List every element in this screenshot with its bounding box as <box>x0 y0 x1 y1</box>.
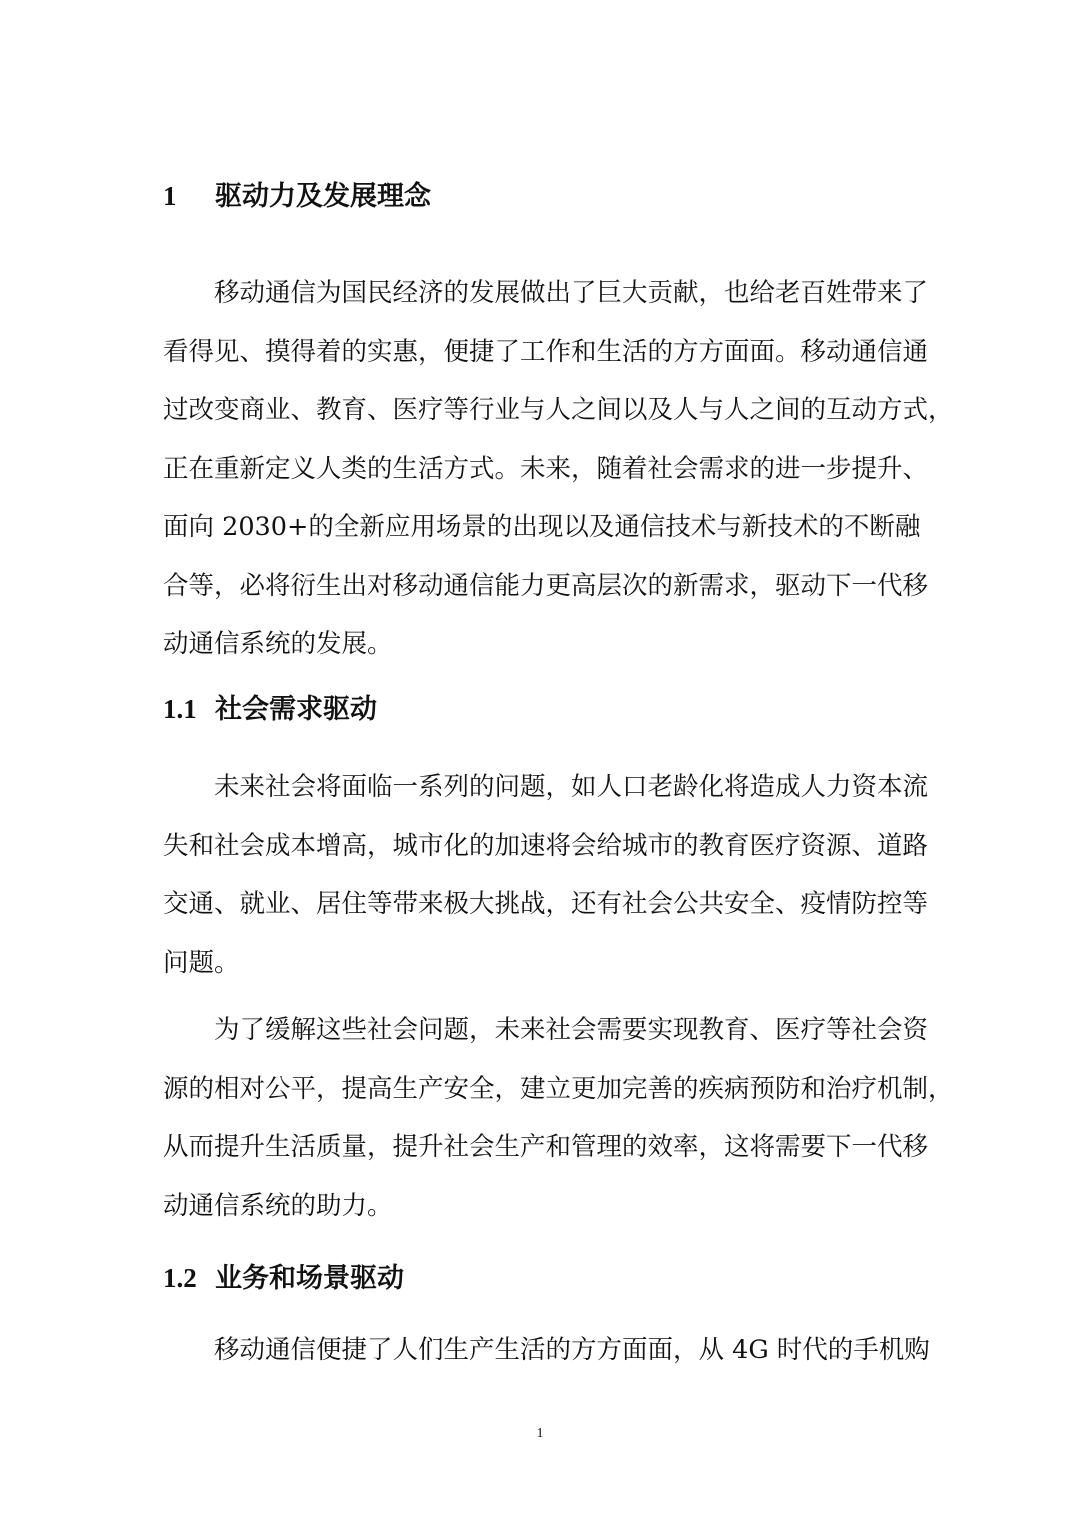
paragraph-line: 动通信系统的发展。 <box>163 629 393 659</box>
paragraph-line: 源的相对公平，提高生产安全，建立更加完善的疾病预防和治疗机制， <box>163 1073 954 1104</box>
section-title: 社会需求驱动 <box>215 694 377 725</box>
section-heading-1-1 <box>163 689 377 730</box>
section-title: 业务和场景驱动 <box>215 1263 404 1294</box>
paragraph-line: 过改变商业、教育、医疗等行业与人之间以及人与人之间的互动方式， <box>163 395 954 425</box>
section-heading-1-2 <box>163 1258 404 1299</box>
paragraph-line: 移动通信为国民经济的发展做出了巨大贡献，也给老百姓带来了 <box>214 278 929 308</box>
paragraph-line: 交通、就业、居住等带来极大挑战，还有社会公共安全、疫情防控等 <box>163 889 929 919</box>
section-title: 驱动力及发展理念 <box>215 181 431 212</box>
paragraph-line: 从而提升生活质量，提升社会生产和管理的效率，这将需要下一代移 <box>163 1132 929 1162</box>
section-number: 1.2 <box>163 1263 197 1293</box>
paragraph-line: 面向 2030+的全新应用场景的出现以及通信技术与新技术的不断融 <box>163 512 921 542</box>
page-number: 1 <box>536 1426 544 1441</box>
paragraph-line: 移动通信便捷了人们生产生活的方方面面，从 4G 时代的手机购 <box>214 1335 930 1365</box>
paragraph-3 <box>163 1001 954 1235</box>
paragraph-line: 看得见、摸得着的实惠，便捷了工作和生活的方方面面。移动通信通 <box>163 336 929 367</box>
paragraph-2 <box>163 758 929 992</box>
section-number: 1.1 <box>163 694 197 724</box>
paragraph-line: 未来社会将面临一系列的问题，如人口老龄化将造成人力资本流 <box>214 772 929 802</box>
paragraph-4 <box>163 1321 930 1380</box>
paragraph-line: 动通信系统的助力。 <box>163 1190 393 1221</box>
paragraph-line: 失和社会成本增高，城市化的加速将会给城市的教育医疗资源、道路 <box>163 830 929 861</box>
paragraph-line: 问题。 <box>163 947 240 978</box>
paragraph-line: 合等，必将衍生出对移动通信能力更高层次的新需求，驱动下一代移 <box>163 570 929 601</box>
section-heading-1 <box>163 176 431 217</box>
paragraph-1 <box>163 264 954 674</box>
section-number: 1 <box>163 181 177 211</box>
paragraph-line: 正在重新定义人类的生活方式。未来，随着社会需求的进一步提升、 <box>163 453 929 484</box>
paragraph-line: 为了缓解这些社会问题，未来社会需要实现教育、医疗等社会资 <box>214 1015 929 1045</box>
